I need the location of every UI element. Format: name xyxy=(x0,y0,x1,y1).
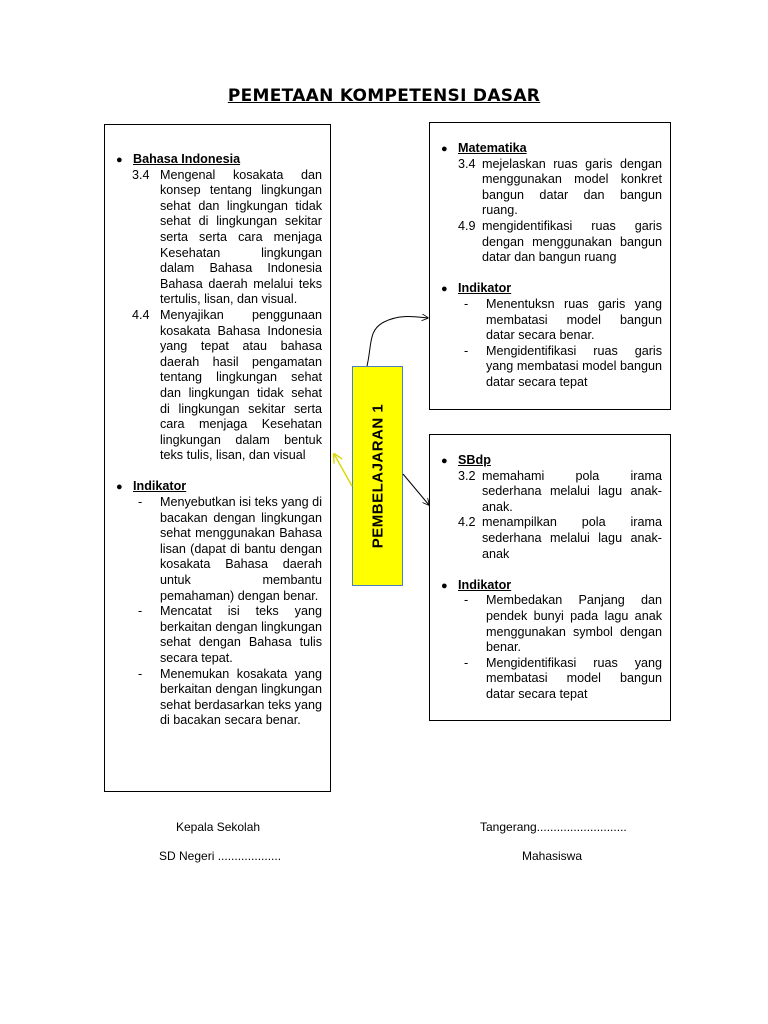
dash-marker: - xyxy=(138,495,143,510)
kd-item xyxy=(113,308,322,464)
indikator-item xyxy=(113,604,322,666)
dash-marker: - xyxy=(464,296,469,311)
kd-number: 3.4 xyxy=(132,167,150,182)
kd-number: 4.4 xyxy=(132,307,150,322)
indikator-item xyxy=(438,297,662,344)
kd-item xyxy=(438,157,662,219)
indikator-text: Menemukan kosakata yang berkaitan dengan lingkungan sehat berdasarkan teks yang di bacakan secara benar. xyxy=(160,666,322,728)
bahasa-heading-text: Bahasa Indonesia xyxy=(133,152,241,166)
indikator-heading-text: Indikator xyxy=(458,281,512,296)
bullet-icon: ● xyxy=(441,143,448,155)
indikator-item xyxy=(113,667,322,729)
tangerang-label: Tangerang........................... xyxy=(480,820,627,834)
kd-text: mengidentifikasi ruas garis dengan menggunakan bangun datar dan bangun ruang xyxy=(482,218,662,265)
indikator-item xyxy=(438,344,662,391)
matematika-box xyxy=(429,122,671,410)
indikator-text: Mengidentifikasi ruas garis yang membatasi model bangun datar secara tepat xyxy=(486,343,662,389)
kd-item xyxy=(438,515,662,562)
indikator-text: Menyebutkan isi teks yang di bacakan dengan lingkungan sehat menggunakan Bahasa lisan (dapat di bantu dengan kosakata Bahasa daerah untuk membantu pemahaman) dengan benar. xyxy=(160,495,322,603)
sbdp-heading xyxy=(438,453,662,469)
dash-marker: - xyxy=(138,666,143,681)
bahasa-indonesia-heading xyxy=(113,152,322,168)
sd-negeri-label: SD Negeri ................... xyxy=(159,849,282,863)
pembelajaran-label: PEMBELAJARAN 1 xyxy=(369,403,386,549)
kd-number: 4.2 xyxy=(458,515,476,530)
indikator-heading xyxy=(438,281,662,297)
arrow-to-bahasa xyxy=(334,454,352,486)
arrow-to-sbdp xyxy=(403,474,429,505)
sbdp-heading-text: SBdp xyxy=(458,453,491,467)
indikator-text: Mencatat isi teks yang berkaitan dengan lingkungan sehat dengan Bahasa tulis secara tepat. xyxy=(160,604,322,665)
mahasiswa-label: Mahasiswa xyxy=(522,849,583,863)
pembelajaran-box xyxy=(352,366,403,586)
kd-item xyxy=(438,219,662,266)
bullet-icon: ● xyxy=(116,154,123,166)
matematika-heading xyxy=(438,141,662,157)
indikator-heading-text: Indikator xyxy=(458,577,512,592)
indikator-heading-text: Indikator xyxy=(133,479,187,494)
indikator-item xyxy=(438,656,662,703)
bullet-icon: ● xyxy=(116,481,123,494)
dash-marker: - xyxy=(464,343,469,358)
bullet-icon: ● xyxy=(441,455,448,467)
indikator-heading xyxy=(113,479,322,495)
kd-number: 4.9 xyxy=(458,218,476,233)
bahasa-indonesia-box xyxy=(104,124,331,792)
kd-text: Menyajikan penggunaan kosakata Bahasa Indonesia yang tepat atau bahasa daerah hasil pengamatan tentang lingkungan sehat dan lingkungan tidak sehat di lingkungan sekitar serta cara menjaga Kesehatan lingkungan dalam bentuk teks tulis, lisan, dan visual xyxy=(160,307,322,463)
indikator-text: Membedakan Panjang dan pendek bunyi pada lagu anak menggunakan symbol dengan benar. xyxy=(486,593,662,655)
indikator-heading xyxy=(438,578,662,594)
dash-marker: - xyxy=(464,655,469,670)
kd-number: 3.4 xyxy=(458,156,476,171)
sbdp-box xyxy=(429,434,671,721)
kd-text: mejelaskan ruas garis dengan menggunakan model konkret bangun datar dan bangun ruang. xyxy=(482,156,662,218)
page-title: PEMETAAN KOMPETENSI DASAR xyxy=(227,86,541,106)
dash-marker: - xyxy=(138,604,143,619)
kd-item xyxy=(438,469,662,516)
kepala-sekolah-label: Kepala Sekolah xyxy=(176,820,261,834)
kd-text: Mengenal kosakata dan konsep tentang lingkungan sehat dan lingkungan tidak sehat di lingkungan sekitar serta serta cara menjaga Kesehatan lingkungan dalam Bahasa Indonesia Bahasa daerah melalui teks tertulis, lisan, dan visual. xyxy=(160,167,322,307)
matematika-heading-text: Matematika xyxy=(458,141,527,155)
indikator-text: Menentuksn ruas garis yang membatasi model bangun datar secara benar. xyxy=(486,296,662,343)
bullet-icon: ● xyxy=(441,283,448,296)
kd-text: memahami pola irama sederhana melalui lagu anak-anak. xyxy=(482,468,662,514)
dash-marker: - xyxy=(464,593,469,608)
arrow-to-matematika xyxy=(367,317,428,366)
kd-item xyxy=(113,168,322,308)
indikator-item xyxy=(438,593,662,655)
kd-number: 3.2 xyxy=(458,468,476,483)
indikator-text: Mengidentifikasi ruas yang membatasi model bangun datar secara tepat xyxy=(486,655,662,701)
indikator-item xyxy=(113,495,322,604)
kd-text: menampilkan pola irama sederhana melalui lagu anak-anak xyxy=(482,515,662,561)
bullet-icon: ● xyxy=(441,579,448,592)
